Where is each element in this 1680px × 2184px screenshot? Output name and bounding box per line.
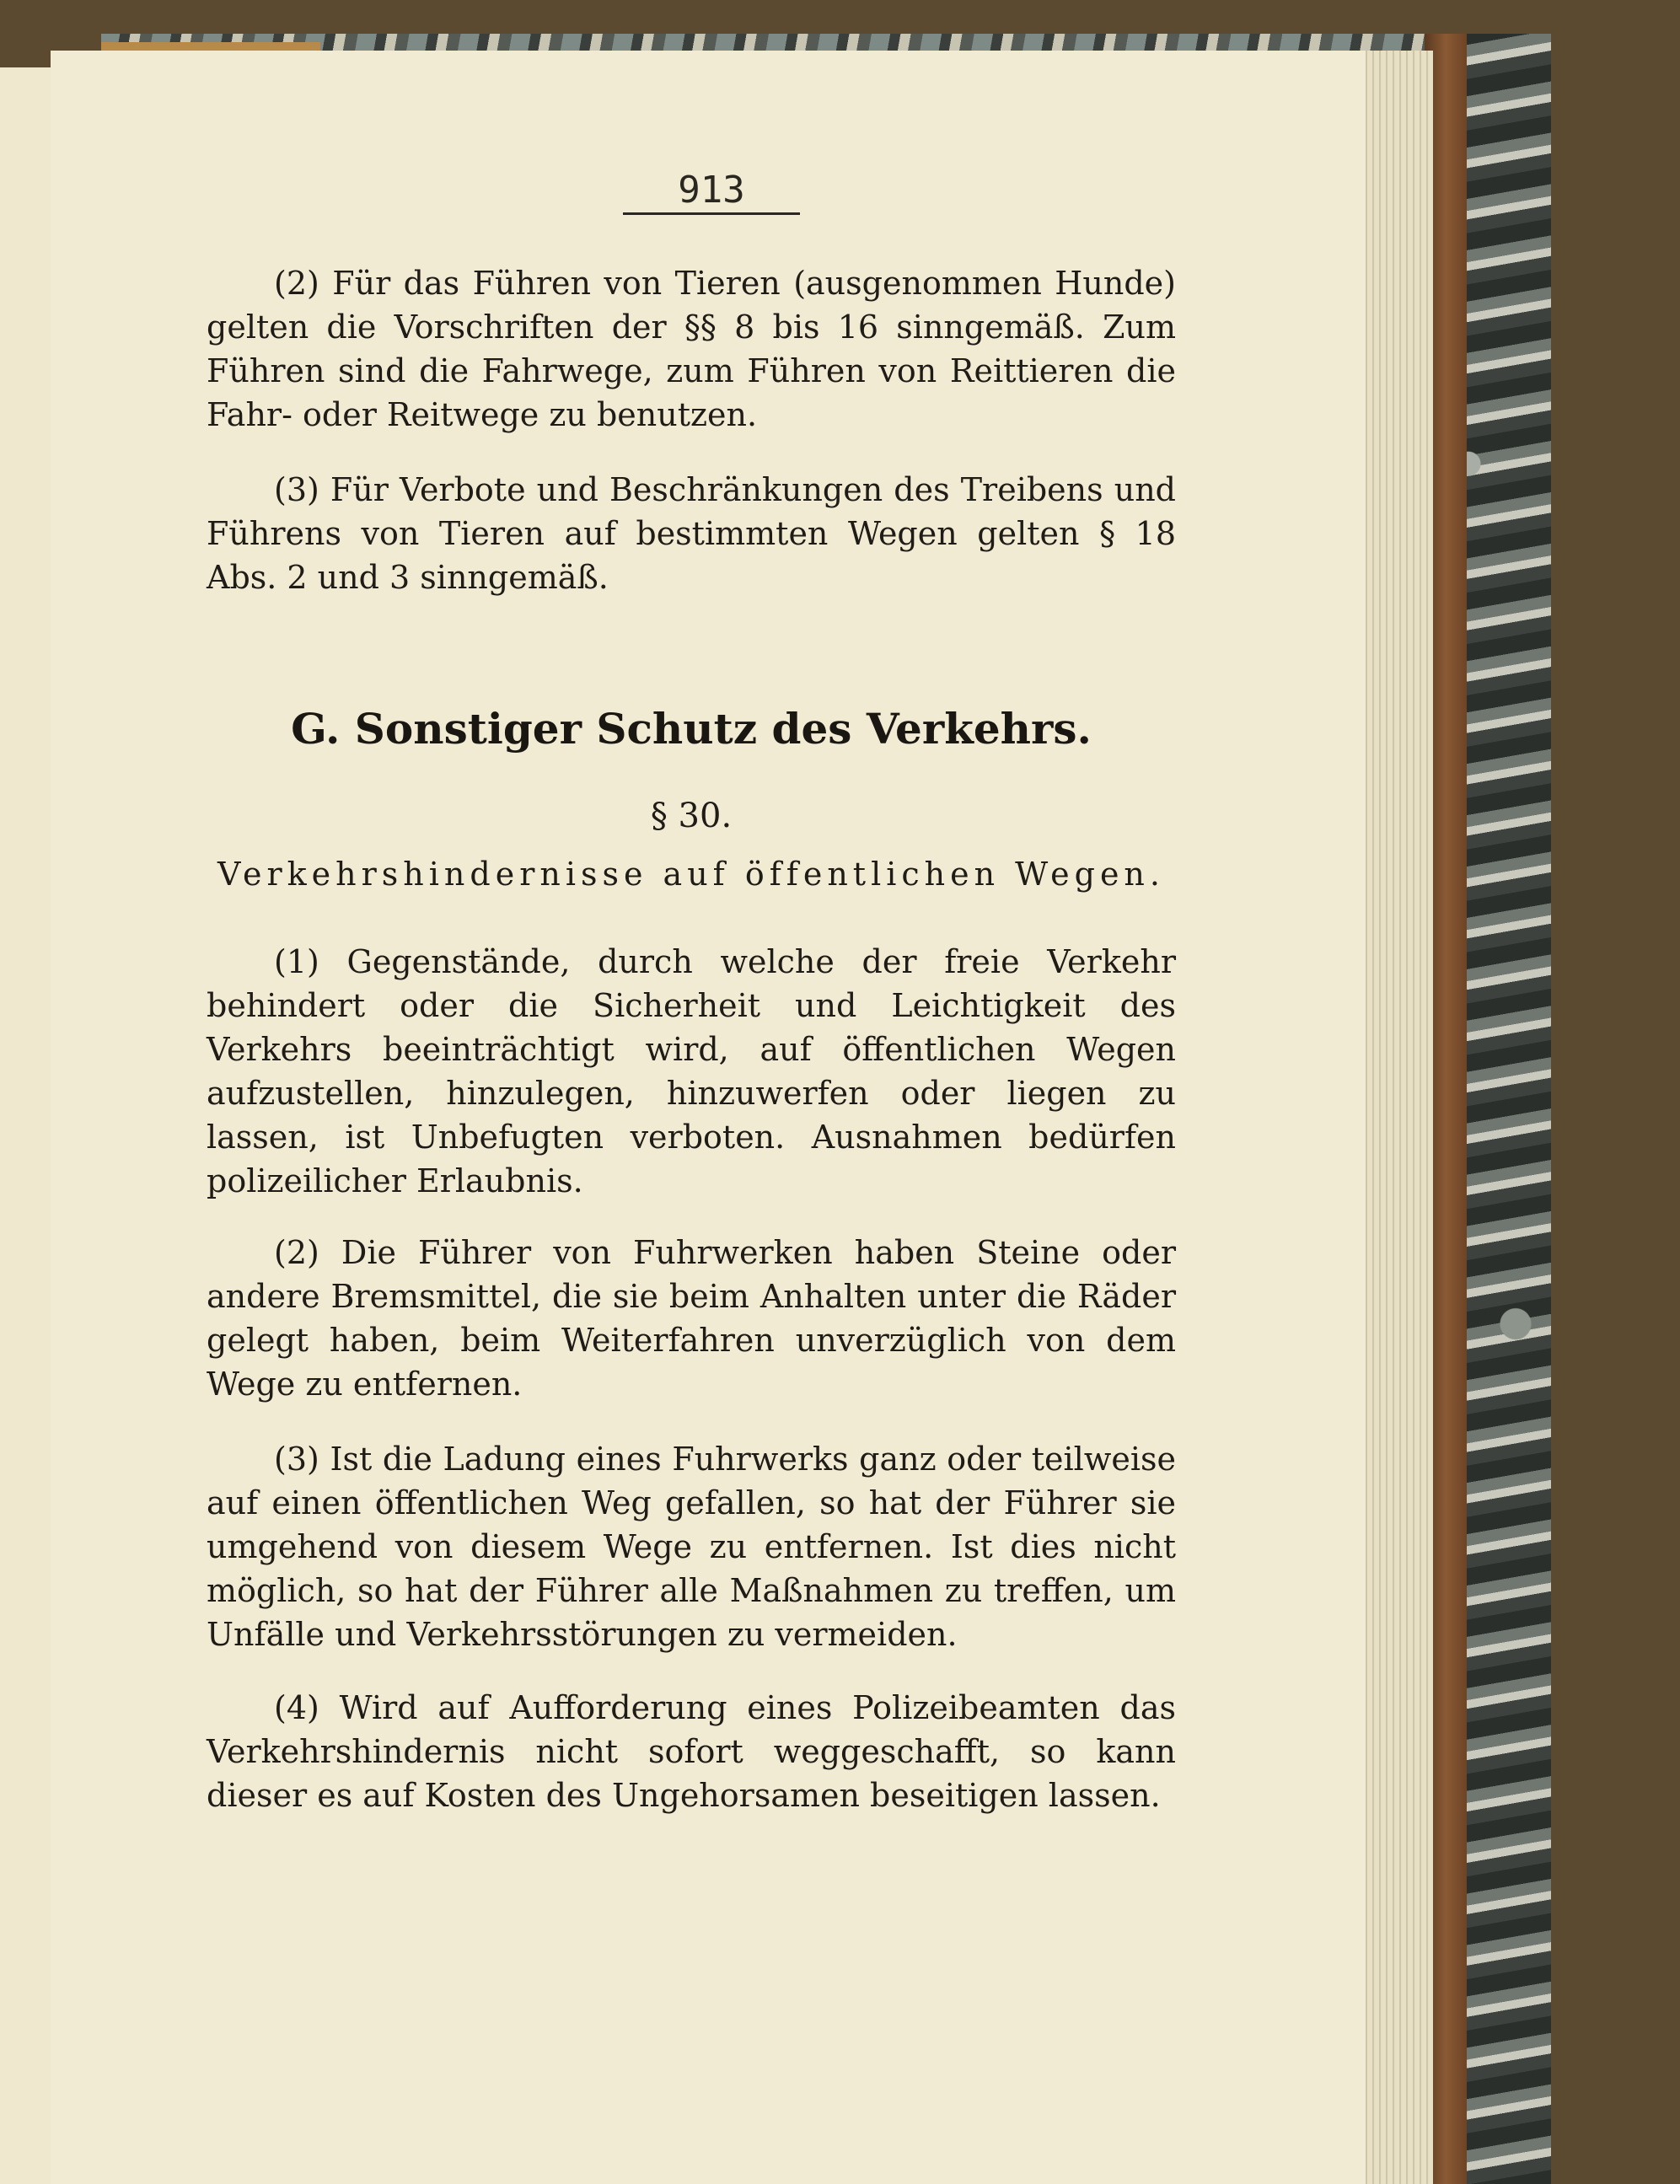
paragraph-2: (2) Für das Führen von Tieren (ausgenommen Hunde) gelten die Vorschriften der §§ 8 bis 16 sinngemäß. Zum Führen sind die Fahrwege, zum Führen von Reittieren die Fahr- oder Reitwege zu benutzen. xyxy=(207,265,1176,433)
paragraph-3: (3) Für Verbote und Beschränkungen des Treibens und Führens von Tieren auf bestimmten Wegen gelten § 18 Abs. 2 und 3 sinngemäß. xyxy=(207,471,1176,596)
section-heading: G. Sonstiger Schutz des Verkehrs. xyxy=(291,704,1092,754)
paragraph-30-4: (4) Wird auf Aufforderung eines Polizeibeamten das Verkehrshindernis nicht sofort weggeschafft, so kann dieser es auf Kosten des Ungehorsamen beseitigen lassen. xyxy=(207,1689,1176,1814)
left-page xyxy=(0,67,53,2184)
section-subheading: Verkehrshindernisse auf öffentlichen Wegen. xyxy=(217,856,1165,893)
paragraph-30-3: (3) Ist die Ladung eines Fuhrwerks ganz oder teilweise auf einen öffentlichen Weg gefallen, so hat der Führer sie umgehend von diesem Wege zu entfernen. Ist dies nicht möglich, so hat der Führer alle Maßnahmen zu treffen, um Unfälle und Verkehrsstörungen zu vermeiden. xyxy=(207,1441,1176,1653)
page-number-rule xyxy=(623,212,800,215)
paragraph-30-2: (2) Die Führer von Fuhrwerken haben Steine oder andere Bremsmittel, die sie beim Anhalten unter die Räder gelegt haben, beim Weiterfahren unverzüglich von dem Wege zu entfernen. xyxy=(207,1234,1176,1403)
paragraph-sign: § 30. xyxy=(650,797,733,835)
paragraph-30-1: (1) Gegenstände, durch welche der freie Verkehr behindert oder die Sicherheit und Leichtigkeit des Verkehrs beeinträchtigt wird, auf öffentlichen Wegen aufzustellen, hinzulegen, hinzuwerfen oder liegen zu lassen, ist Unbefugten verboten. Ausnahmen bedürfen polizeilicher Erlaubnis. xyxy=(207,943,1176,1199)
book-page xyxy=(51,51,1366,2184)
page-number: 913 xyxy=(678,169,745,212)
